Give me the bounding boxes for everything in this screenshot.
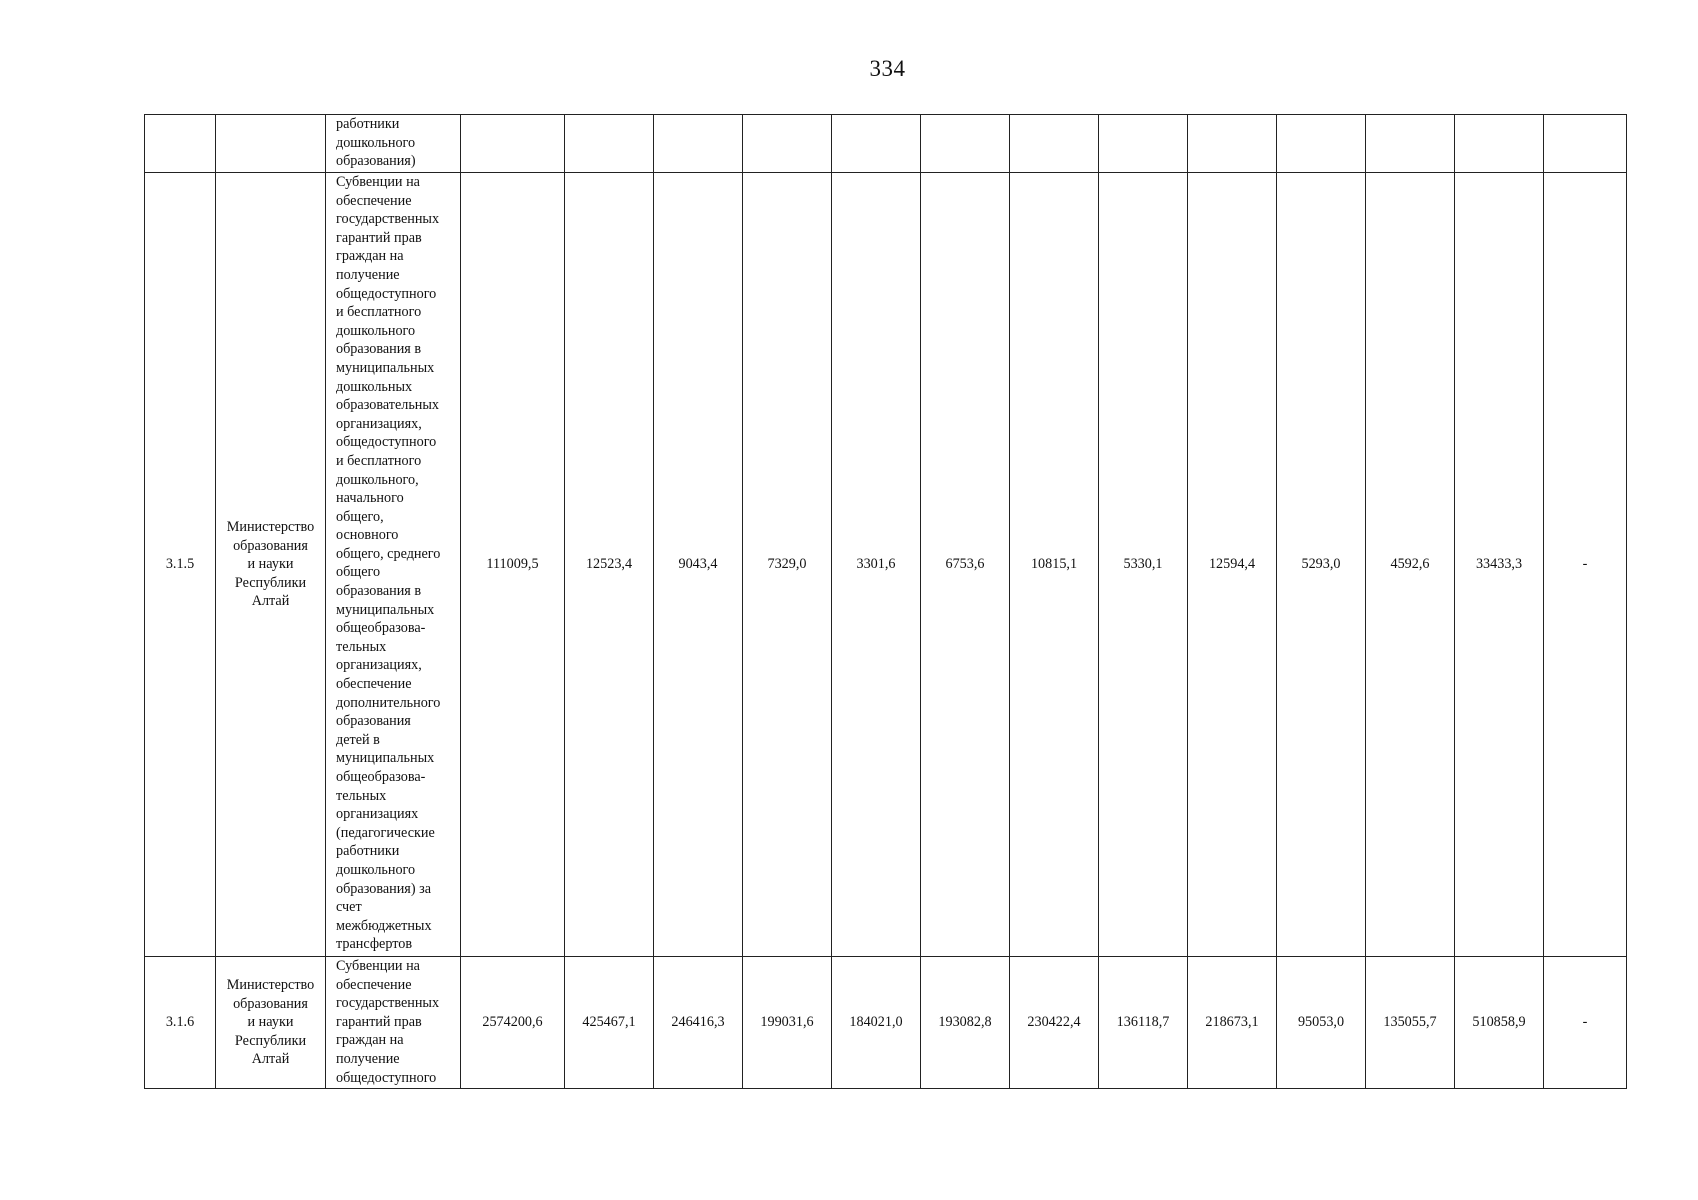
description-line: гарантий прав	[336, 1013, 422, 1030]
value-cell	[461, 115, 565, 173]
value-cell: 510858,9	[1455, 957, 1544, 1089]
organization-line: Республики	[234, 1032, 307, 1049]
description-line: организациях,	[336, 657, 422, 674]
description-line: дошкольного	[336, 861, 416, 878]
description-line: образования в	[336, 583, 422, 600]
description-line: обеспечение	[336, 976, 412, 993]
value-cell	[921, 115, 1010, 173]
description-line: получение	[336, 1050, 400, 1067]
description-line: получение	[336, 266, 400, 283]
table-row	[145, 173, 1627, 957]
value-cell	[1188, 115, 1277, 173]
organization-cell	[216, 115, 326, 173]
description-line: основного	[336, 527, 399, 544]
description-line: граждан на	[336, 248, 404, 265]
description-line: общего,	[336, 508, 384, 525]
value-cell: 2574200,6	[461, 957, 565, 1089]
description-line: Субвенции на	[336, 958, 420, 974]
description-line: граждан на	[336, 1032, 404, 1049]
row-number: 3.1.6	[145, 957, 216, 1089]
description-line: организациях,	[336, 415, 422, 432]
organization-cell	[216, 957, 326, 1089]
value-cell	[832, 115, 921, 173]
description-line: муниципальных	[336, 750, 435, 767]
organization-line: и науки	[247, 556, 294, 573]
description-cell	[326, 957, 461, 1089]
description-line: обеспечение	[336, 192, 412, 209]
value-cell: 10815,1	[1010, 173, 1099, 957]
description-line: работники	[336, 116, 400, 132]
organization-line: Алтай	[251, 1051, 290, 1068]
description-line: дошкольного	[336, 134, 416, 151]
value-cell	[1455, 115, 1544, 173]
description-line: муниципальных	[336, 601, 435, 618]
value-cell: 136118,7	[1099, 957, 1188, 1089]
value-cell	[743, 115, 832, 173]
description-line: образовательных	[336, 397, 440, 414]
table-row	[145, 957, 1627, 1089]
value-cell: 246416,3	[654, 957, 743, 1089]
description-line: детей в	[336, 731, 380, 748]
description-line: счет	[336, 899, 362, 916]
value-cell: 7329,0	[743, 173, 832, 957]
value-cell: 33433,3	[1455, 173, 1544, 957]
value-cell: 193082,8	[921, 957, 1010, 1089]
value-cell: 425467,1	[565, 957, 654, 1089]
description-line: тельных	[336, 787, 387, 804]
value-cell: 9043,4	[654, 173, 743, 957]
organization-line: Министерство	[226, 977, 315, 994]
organization-line: Министерство	[226, 519, 315, 536]
description-line: трансфертов	[336, 936, 413, 953]
description-line: (педагогические	[336, 824, 435, 841]
value-cell: 230422,4	[1010, 957, 1099, 1089]
value-cell	[565, 115, 654, 173]
description-cell	[326, 173, 461, 957]
organization-line: Республики	[234, 574, 307, 591]
description-cell	[326, 115, 461, 173]
value-cell: 184021,0	[832, 957, 921, 1089]
description-line: муниципальных	[336, 359, 435, 376]
remark-cell	[1544, 115, 1627, 173]
value-cell: 5293,0	[1277, 173, 1366, 957]
table-row	[145, 115, 1627, 173]
value-cell	[654, 115, 743, 173]
description-line: Субвенции на	[336, 174, 420, 190]
description-line: общедоступного	[336, 285, 437, 302]
row-number: 3.1.5	[145, 173, 216, 957]
organization-line: образования	[233, 537, 308, 554]
value-cell	[1099, 115, 1188, 173]
description-line: работники	[336, 843, 400, 860]
value-cell	[1010, 115, 1099, 173]
description-line: общедоступного	[336, 434, 437, 451]
organization-cell	[216, 173, 326, 957]
organization-line: образования	[233, 995, 308, 1012]
description-line: дополнительного	[336, 694, 441, 711]
description-line: общеобразова-	[336, 620, 426, 637]
value-cell	[1277, 115, 1366, 173]
organization-line: и науки	[247, 1014, 294, 1031]
description-line: общего, среднего	[336, 545, 441, 562]
value-cell: 111009,5	[461, 173, 565, 957]
value-cell: 4592,6	[1366, 173, 1455, 957]
description-line: организациях	[336, 806, 419, 823]
description-line: образования)	[336, 153, 416, 170]
row-number	[145, 115, 216, 173]
value-cell: 12594,4	[1188, 173, 1277, 957]
value-cell: 5330,1	[1099, 173, 1188, 957]
value-cell: 135055,7	[1366, 957, 1455, 1089]
description-line: начального	[336, 490, 404, 507]
value-cell	[1366, 115, 1455, 173]
budget-table	[144, 114, 1627, 1089]
description-line: государственных	[336, 995, 440, 1012]
value-cell: 95053,0	[1277, 957, 1366, 1089]
page-number: 334	[869, 56, 906, 81]
description-line: образования	[336, 713, 411, 730]
description-line: и бесплатного	[336, 304, 422, 321]
description-line: межбюджетных	[336, 917, 432, 934]
value-cell: 12523,4	[565, 173, 654, 957]
description-line: государственных	[336, 211, 440, 228]
value-cell: 218673,1	[1188, 957, 1277, 1089]
description-line: образования в	[336, 341, 422, 358]
description-line: общего	[336, 564, 381, 581]
description-line: дошкольного,	[336, 471, 419, 488]
description-line: дошкольного	[336, 322, 416, 339]
description-line: гарантий прав	[336, 229, 422, 246]
description-line: общеобразова-	[336, 769, 426, 785]
value-cell: 199031,6	[743, 957, 832, 1089]
remark-cell: -	[1544, 173, 1627, 957]
description-line: и бесплатного	[336, 452, 422, 469]
value-cell: 6753,6	[921, 173, 1010, 957]
description-line: образования) за	[336, 880, 432, 897]
remark-cell: -	[1544, 957, 1627, 1089]
description-line: обеспечение	[336, 676, 412, 693]
description-line: тельных	[336, 638, 387, 655]
organization-line: Алтай	[251, 593, 290, 610]
value-cell: 3301,6	[832, 173, 921, 957]
description-line: общедоступного	[336, 1069, 437, 1086]
description-line: дошкольных	[336, 378, 413, 395]
